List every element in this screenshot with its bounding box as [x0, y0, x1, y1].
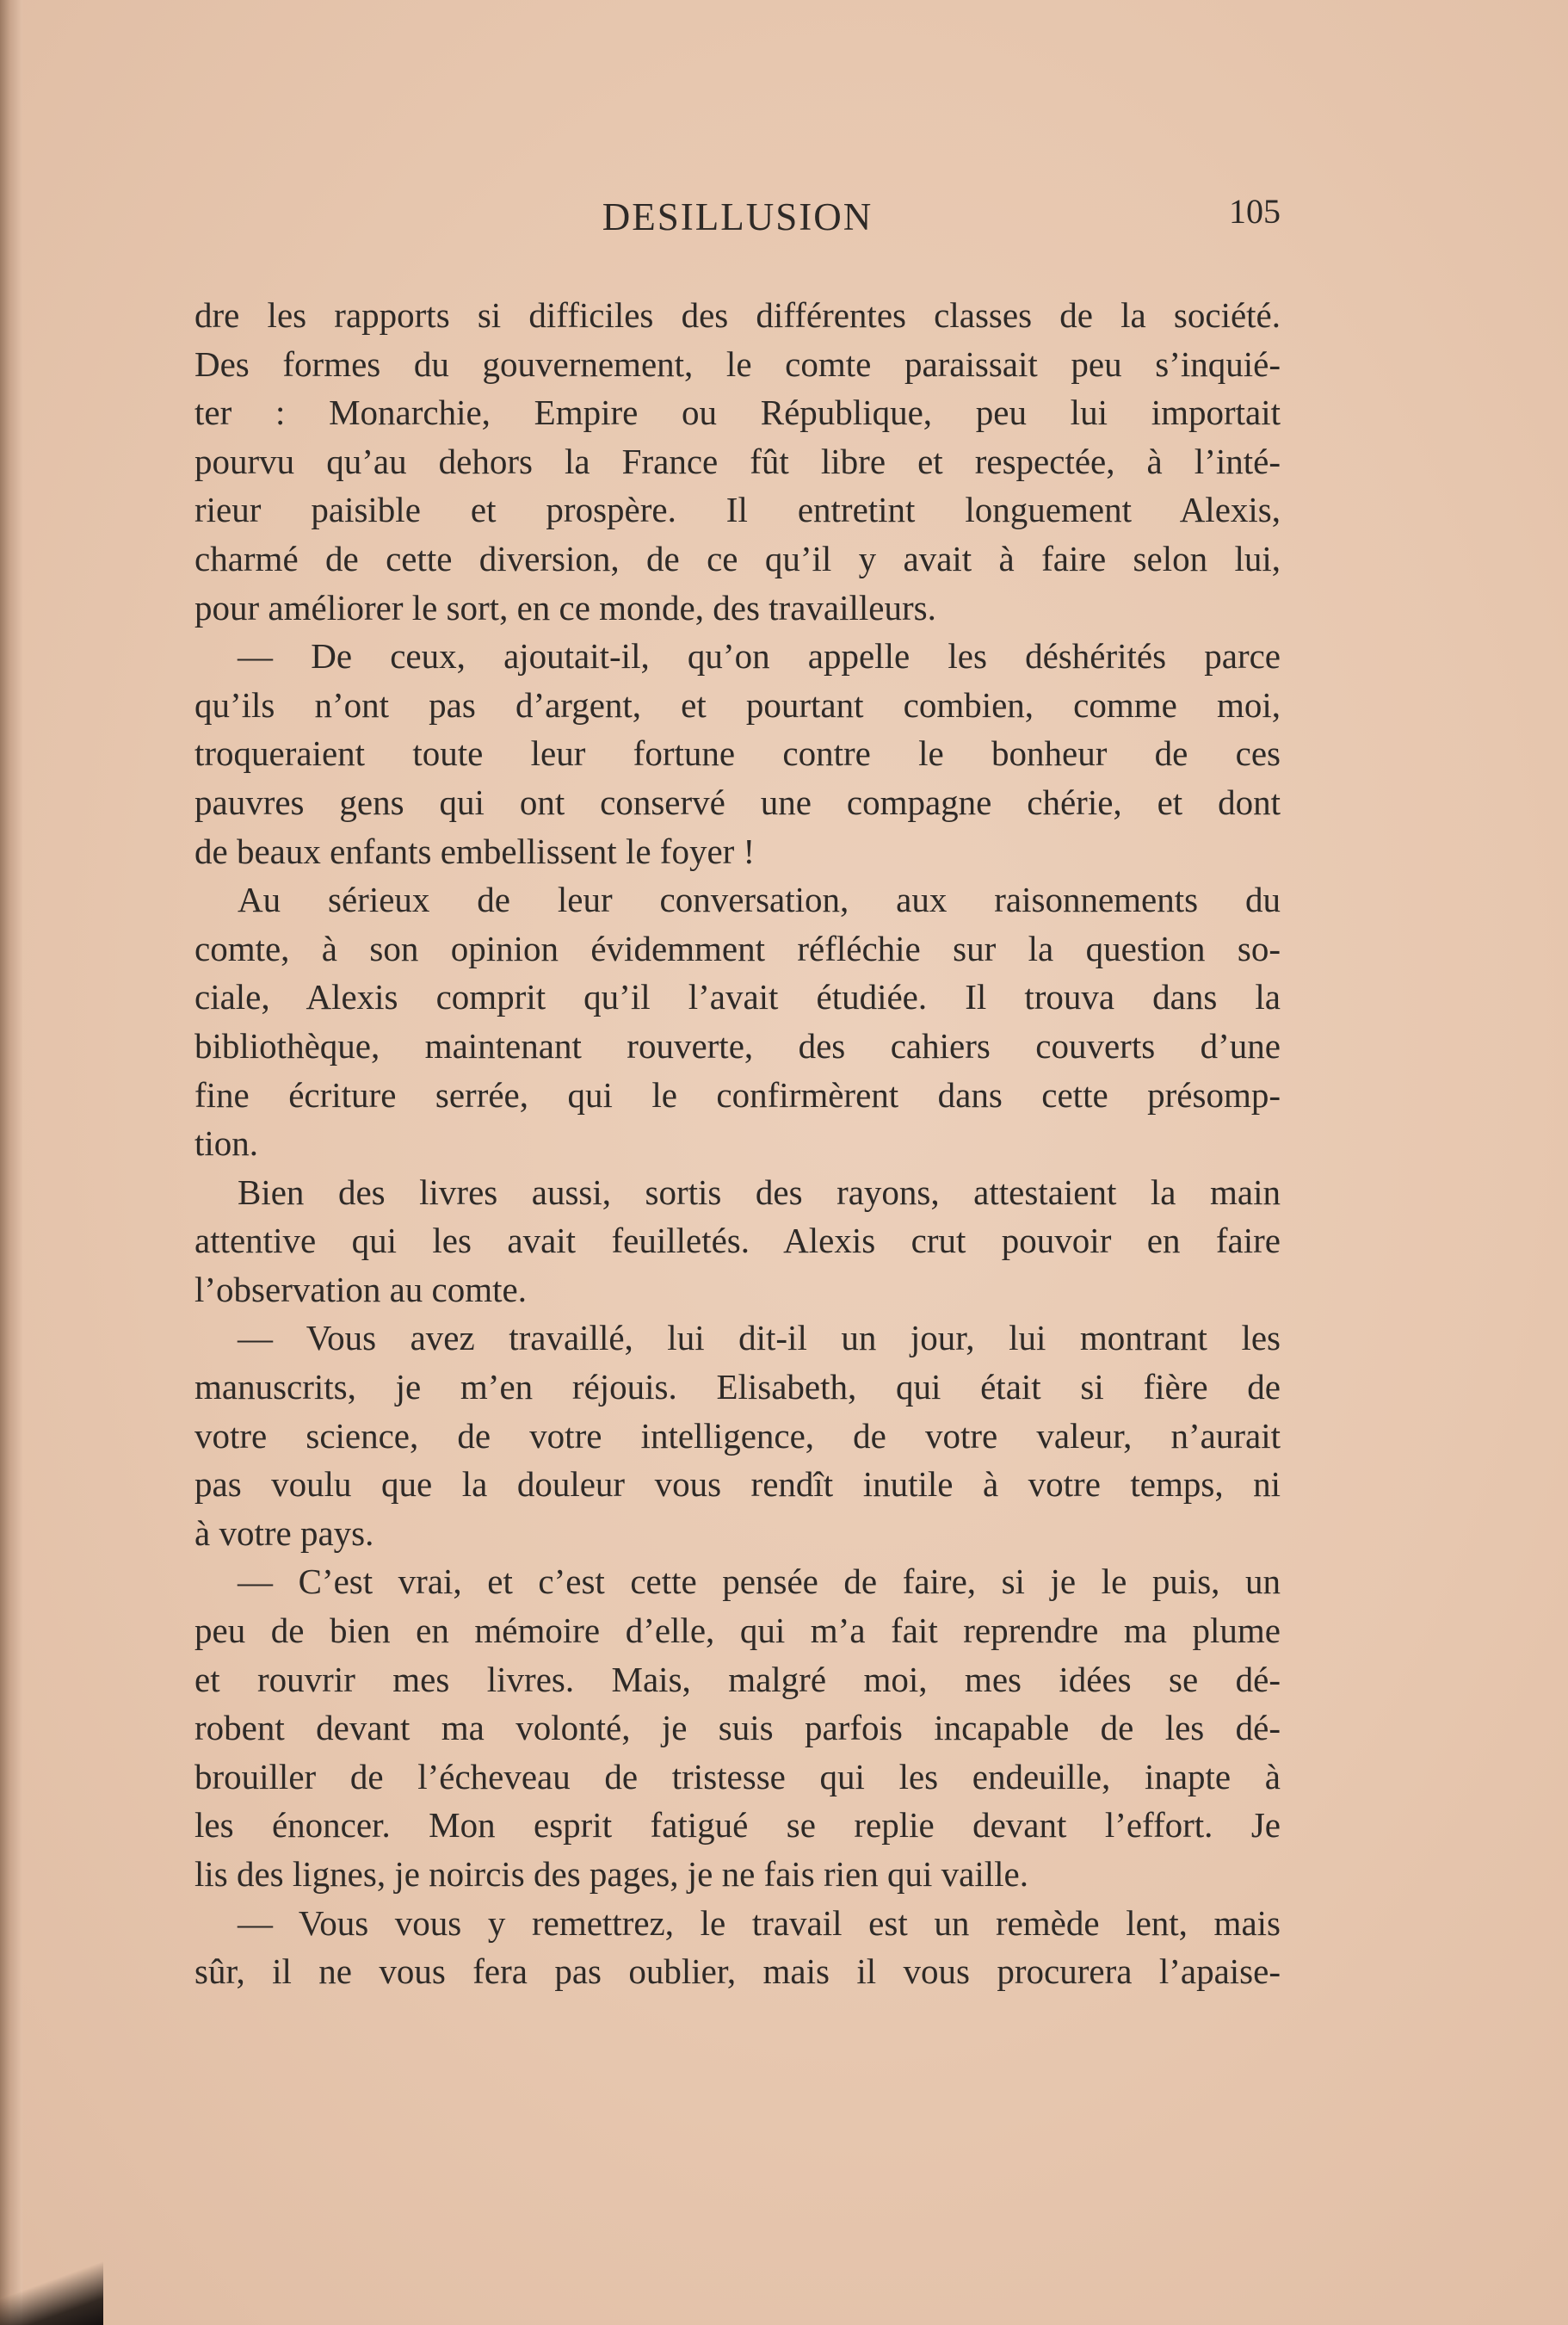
text-line: pour améliorer le sort, en ce monde, des travailleurs. [194, 587, 936, 628]
text-line: Des formes du gouvernement, le comte paraissait peu s’inquié- [194, 343, 1281, 384]
running-title: DESILLUSION [602, 195, 874, 238]
text-line: manuscrits, je m’en réjouis. Elisabeth, qui était si fière de [194, 1367, 1281, 1407]
text-line: et rouvrir mes livres. Mais, malgré moi, mes idées se dé- [194, 1659, 1281, 1699]
page-number: 105 [1229, 192, 1281, 231]
text-line: ter : Monarchie, Empire ou République, peu lui importait [194, 393, 1281, 433]
corner-shadow [0, 2256, 103, 2325]
text-line: pas voulu que la douleur vous rendît inutile à votre temps, ni [194, 1464, 1281, 1505]
text-line: comte, à son opinion évidemment réfléchie sur la question so- [194, 928, 1281, 968]
text-line: — De ceux, ajoutait-il, qu’on appelle les déshérités parce [238, 636, 1281, 677]
text-line: pourvu qu’au dehors la France fût libre et respectée, à l’inté- [194, 441, 1281, 481]
text-line: les énoncer. Mon esprit fatigué se replie devant l’effort. Je [194, 1805, 1281, 1846]
text-line: robent devant ma volonté, je suis parfois incapable de les dé- [194, 1708, 1281, 1748]
text-line: pauvres gens qui ont conservé une compagne chérie, et dont [194, 782, 1281, 822]
body-text [194, 291, 1281, 1996]
text-line: troqueraient toute leur fortune contre le bonheur de ces [194, 733, 1281, 774]
page-gutter-edge [0, 0, 22, 2325]
text-line: brouiller de l’écheveau de tristesse qui les endeuille, inapte à [194, 1756, 1281, 1796]
text-line: à votre pays. [194, 1512, 374, 1553]
page-header [194, 191, 1281, 251]
text-line: attentive qui les avait feuilletés. Alexis crut pouvoir en faire [194, 1221, 1281, 1261]
text-line: sûr, il ne vous fera pas oublier, mais il vous procurera l’apaise- [194, 1951, 1281, 1992]
text-line: bibliothèque, maintenant rouverte, des cahiers couverts d’une [194, 1025, 1281, 1066]
text-line: — Vous vous y remettrez, le travail est un remède lent, mais [238, 1902, 1281, 1943]
text-line: fine écriture serrée, qui le confirmèrent dans cette présomp- [194, 1074, 1281, 1115]
text-line: Bien des livres aussi, sortis des rayons, attestaient la main [238, 1172, 1281, 1212]
text-line: qu’ils n’ont pas d’argent, et pourtant combien, comme moi, [194, 684, 1281, 725]
text-line: lis des lignes, je noircis des pages, je ne fais rien qui vaille. [194, 1854, 1028, 1894]
text-line: — C’est vrai, et c’est cette pensée de faire, si je le puis, un [238, 1561, 1281, 1602]
text-line: ciale, Alexis comprit qu’il l’avait étudiée. Il trouva dans la [194, 977, 1281, 1017]
text-line: de beaux enfants embellissent le foyer ! [194, 831, 756, 871]
text-line: votre science, de votre intelligence, de votre valeur, n’aurait [194, 1415, 1281, 1456]
text-line: peu de bien en mémoire d’elle, qui m’a fait reprendre ma plume [194, 1611, 1281, 1651]
text-line: dre les rapports si difficiles des différentes classes de la société. [194, 295, 1281, 335]
text-line: l’observation au comte. [194, 1269, 527, 1309]
text-line: Au sérieux de leur conversation, aux raisonnements du [238, 880, 1281, 920]
text-line: rieur paisible et prospère. Il entretint longuement Alexis, [194, 490, 1281, 530]
text-line: — Vous avez travaillé, lui dit-il un jour, lui montrant les [238, 1318, 1281, 1358]
text-line: tion. [194, 1123, 259, 1164]
text-line: charmé de cette diversion, de ce qu’il y avait à faire selon lui, [194, 538, 1281, 578]
